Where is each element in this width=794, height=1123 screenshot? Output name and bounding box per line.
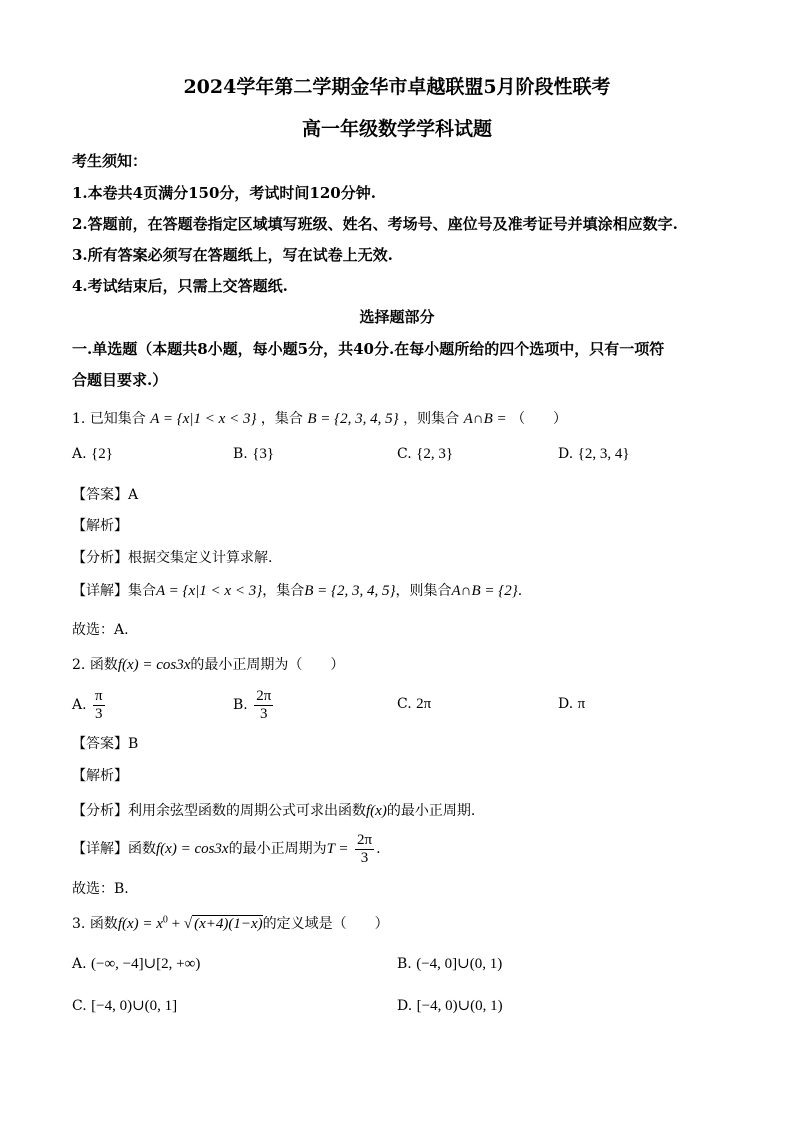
q1-option-b: B. {3} (233, 446, 275, 462)
q2-detail: 【详解】函数f(x) = cos3x的最小正周期为T = $\frac{2\pi}{3}$ . (72, 832, 381, 866)
q2-analysis: 【分析】利用余弦型函数的周期公式可求出函数f(x)的最小正周期. (72, 803, 476, 819)
q1-option-a: A. {2} (72, 446, 113, 462)
question-number: 1. (72, 411, 86, 427)
q2-option-b: B. $\frac{2\pi}{3}$ (233, 688, 272, 722)
section-title: 选择题部分 (359, 308, 435, 326)
function-expr: f(x) = cos3x (117, 657, 191, 673)
q2-choose: 故选：B. (72, 881, 129, 897)
notice-item-4: 4.考试结束后，只需上交答题纸. (72, 277, 288, 295)
fraction: $\frac{\pi}{3}$ (95, 688, 103, 722)
sqrt-radicand: (x+4)(1−x) (194, 916, 263, 932)
notice-item-2: 2.答题前，在答题卷指定区域填写班级、姓名、考场号、座位号及准考证号并填涂相应数字. (72, 215, 678, 233)
sqrt-sign: √ (183, 916, 193, 932)
question-2-stem: 2. 函数f(x) = cos3x的最小正周期为（ ） (72, 657, 345, 673)
question-number: 3. (72, 916, 86, 932)
q1-analysis: 【分析】根据交集定义计算求解. (72, 550, 273, 566)
set-b: B = {2, 3, 4, 5} (307, 411, 399, 427)
q1-answer: 【答案】A (72, 487, 139, 503)
notice-heading: 考生须知： (72, 152, 148, 170)
q1-option-d: D. {2, 3, 4} (558, 446, 630, 462)
q3-option-d: D. [−4, 0)∪(0, 1) (397, 998, 503, 1014)
q1-option-c: C. {2, 3} (397, 446, 454, 462)
q3-option-a: A. (−∞, −4]∪[2, +∞) (72, 956, 201, 972)
notice-item-3: 3.所有答案必须写在答题纸上，写在试卷上无效. (72, 246, 393, 264)
set-a: A = {x|1 < x < 3} (150, 411, 257, 427)
q2-option-c: C. 2π (397, 696, 432, 712)
fraction: $\frac{2\pi}{3}$ (256, 688, 272, 722)
q2-jiexi: 【解析】 (72, 768, 128, 784)
question-number: 2. (72, 657, 86, 673)
section-instruction-line2: 合题目要求.） (72, 371, 168, 389)
section-instruction-line1: 一.单选题（本题共8小题，每小题5分，共40分.在每小题所给的四个选项中，只有一项符 (72, 340, 665, 358)
q3-option-c: C. [−4, 0)∪(0, 1] (72, 998, 178, 1014)
fraction: $\frac{2\pi}{3}$ (357, 832, 373, 866)
q3-option-b: B. (−4, 0]∪(0, 1) (397, 956, 503, 972)
exam-subtitle: 高一年级数学学科试题 (301, 118, 492, 140)
q1-choose: 故选：A. (72, 622, 129, 638)
q1-jiexi: 【解析】 (72, 518, 128, 534)
q1-detail: 【详解】集合A = {x|1 < x < 3}，集合B = {2, 3, 4, 5}，则集合A∩B = {2}. (72, 583, 523, 599)
intersection-expr: A∩B = (463, 411, 507, 427)
q2-option-d: D. π (558, 696, 586, 712)
q2-answer: 【答案】B (72, 736, 139, 752)
question-3-stem: 3. 函数$f(x) = x^0$ + √ (x+4)(1−x)的定义域是（ ） (72, 914, 389, 932)
q2-option-a: A. $\frac{\pi}{3}$ (72, 688, 103, 722)
notice-item-1: 1.本卷共4页满分150分，考试时间120分钟. (72, 184, 376, 202)
question-1-stem: 1. 已知集合 A = {x|1 < x < 3} ，集合 B = {2, 3, 4, 5} ，则集合 A∩B = （ ） (72, 411, 568, 427)
exam-title: 2024学年第二学期金华市卓越联盟5月阶段性联考 (183, 76, 611, 98)
